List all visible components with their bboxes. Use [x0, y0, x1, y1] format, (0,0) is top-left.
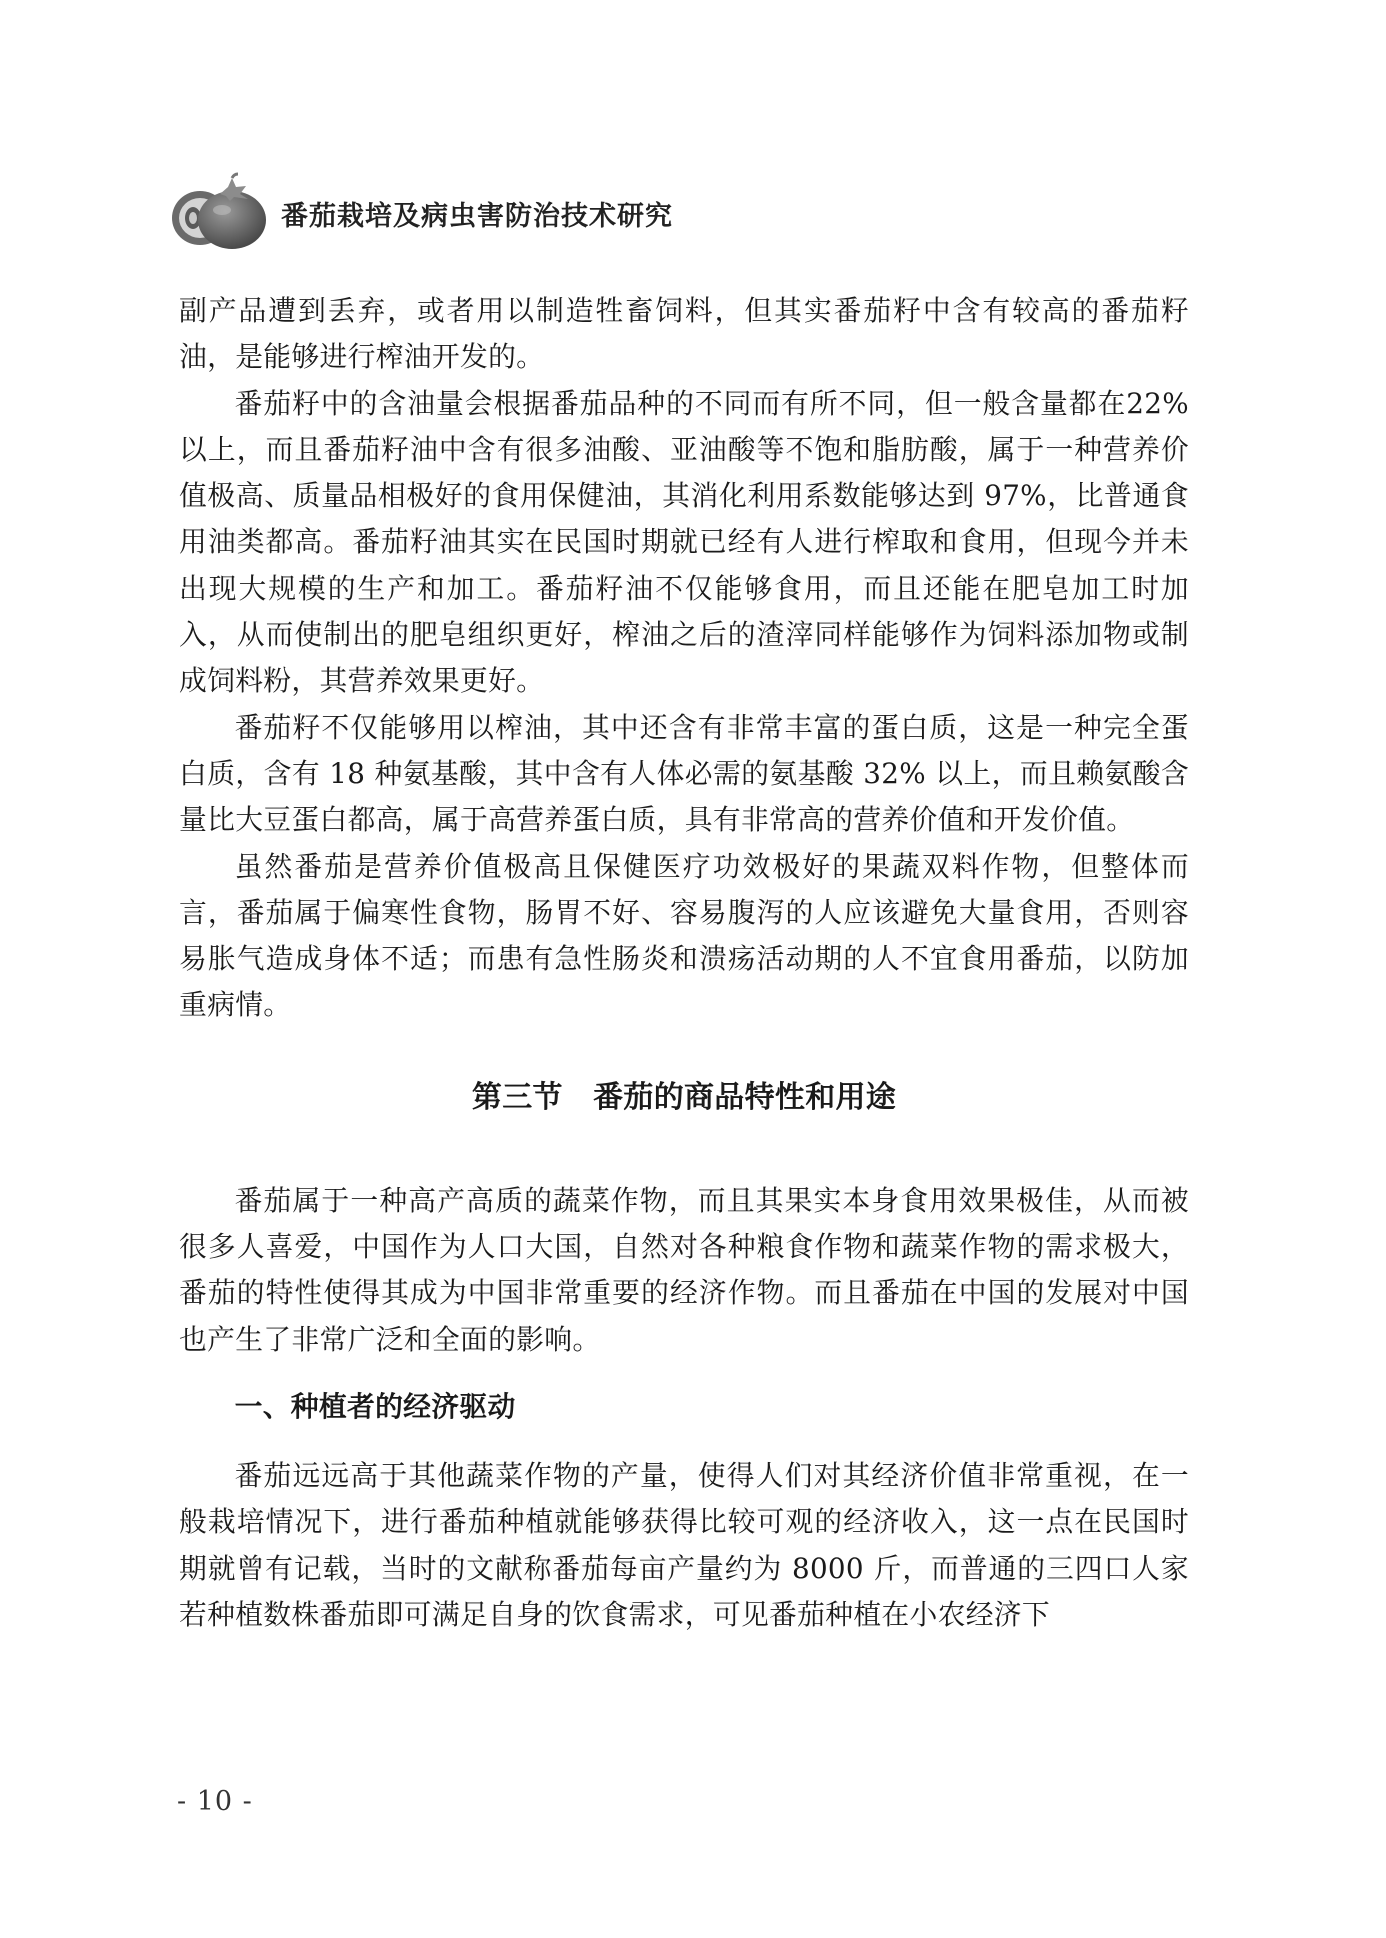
paragraph: 番茄籽不仅能够用以榨油，其中还含有非常丰富的蛋白质，这是一种完全蛋白质，含有 18 种氨基酸，其中含有人体必需的氨基酸 32% 以上，而且赖氨酸含量比大豆蛋白都高，属于高营养蛋白质，具有非常高的营养价值和开发价值。	[179, 710, 1189, 837]
paragraph: 番茄远远高于其他蔬菜作物的产量，使得人们对其经济价值非常重视，在一般栽培情况下，进行番茄种植就能够获得比较可观的经济收入，这一点在民国时期就曾有记载，当时的文献称番茄每亩产量约为 8000 斤，而普通的三四口人家若种植数株番茄即可满足自身的饮食需求，可见番茄种植在小农经济下	[179, 1458, 1189, 1631]
paragraph: 虽然番茄是营养价值极高且保健医疗功效极好的果蔬双料作物，但整体而言，番茄属于偏寒性食物，肠胃不好、容易腹泻的人应该避免大量食用，否则容易胀气造成身体不适；而患有急性肠炎和溃疡活动期的人不宜食用番茄，以防加重病情。	[179, 849, 1189, 1022]
paragraph: 番茄属于一种高产高质的蔬菜作物，而且其果实本身食用效果极佳，从而被很多人喜爱，中国作为人口大国，自然对各种粮食作物和蔬菜作物的需求极大，番茄的特性使得其成为中国非常重要的经济作物。而且番茄在中国的发展对中国也产生了非常广泛和全面的影响。	[179, 1183, 1189, 1356]
paragraph: 番茄籽中的含油量会根据番茄品种的不同而有所不同，但一般含量都在22% 以上，而且番茄籽油中含有很多油酸、亚油酸等不饱和脂肪酸，属于一种营养价值极高、质量品相极好的食用保健油，其消化利用系数能够达到 97%，比普通食用油类都高。番茄籽油其实在民国时期就已经有人进行榨取和食用，但现今并未出现大规模的生产和加工。番茄籽油不仅能够食用，而且还能在肥皂加工时加入，从而使制出的肥皂组织更好，榨油之后的渣滓同样能够作为饲料添加物或制成饲料粉，其营养效果更好。	[179, 386, 1189, 698]
paragraph: 副产品遭到丢弃，或者用以制造牲畜饲料，但其实番茄籽中含有较高的番茄籽油，是能够进行榨油开发的。	[179, 294, 1189, 374]
section-heading: 第三节 番茄的商品特性和用途	[471, 1079, 897, 1115]
tomato-logo-icon	[168, 172, 278, 252]
page-number: - 10 -	[177, 1786, 253, 1817]
book-title: 番茄栽培及病虫害防治技术研究	[281, 201, 673, 232]
subsection-heading: 一、种植者的经济驱动	[234, 1389, 516, 1423]
page-body	[179, 288, 1189, 1638]
running-header	[168, 172, 1168, 252]
